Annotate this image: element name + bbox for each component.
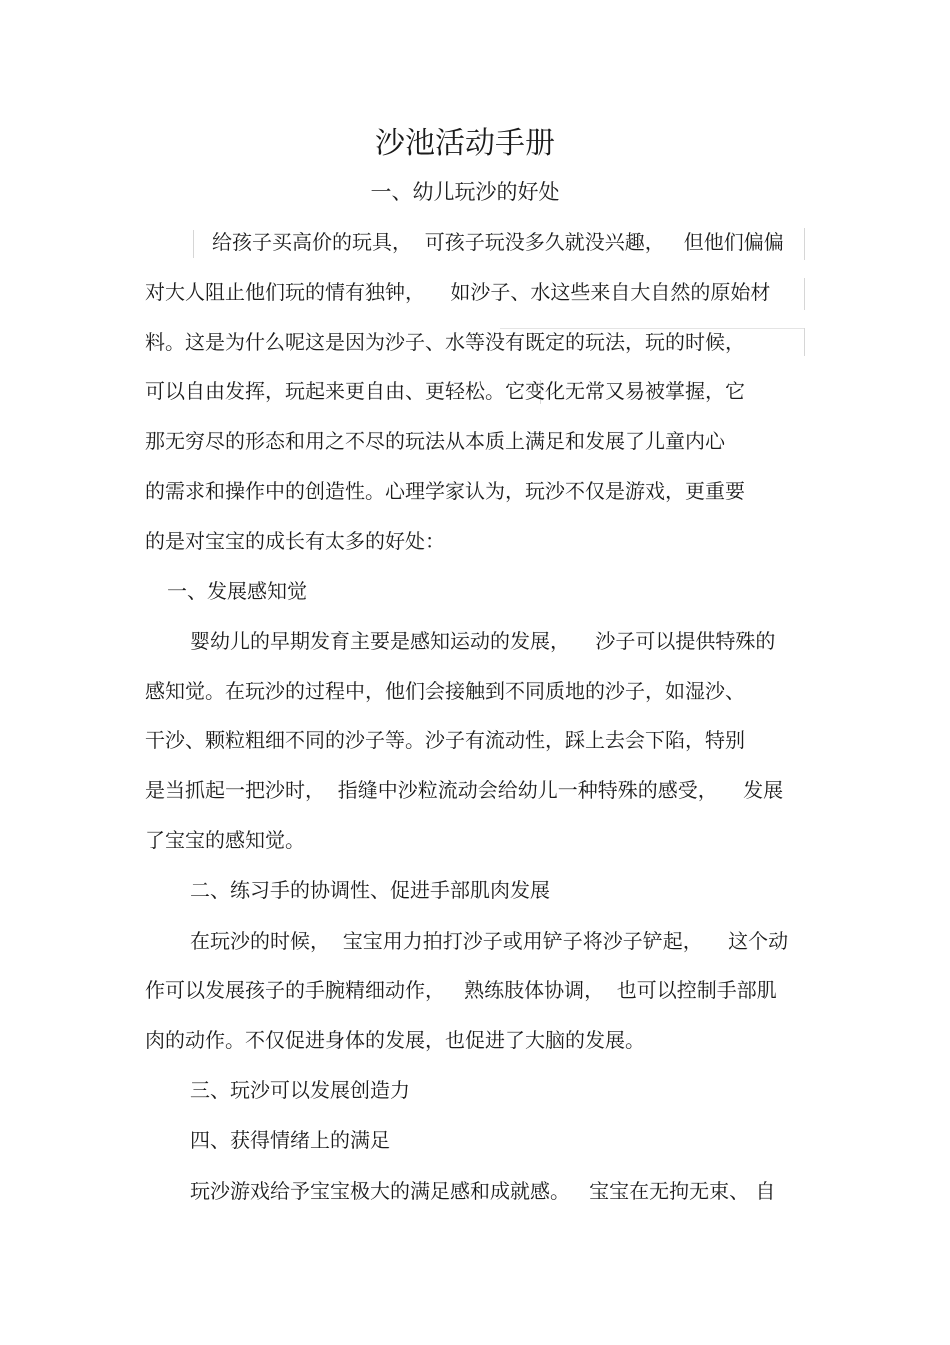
body-line: 干沙、颗粒粗细不同的沙子等。沙子有流动性，踩上去会下陷，特别: [145, 728, 745, 752]
body-line: 婴幼儿的早期发育主要是感知运动的发展， 沙子可以提供特殊的: [190, 629, 776, 653]
body-line: 在玩沙的时候， 宝宝用力拍打沙子或用铲子将沙子铲起， 这个动: [190, 929, 789, 953]
body-line: 玩沙游戏给予宝宝极大的满足感和成就感。 宝宝在无拘无束、 自: [190, 1179, 776, 1203]
frame-mark: [804, 328, 805, 356]
page-title: 沙池活动手册: [375, 126, 555, 161]
body-line: 肉的动作。不仅促进身体的发展，也促进了大脑的发展。: [145, 1028, 645, 1052]
subheading: 一、发展感知觉: [167, 579, 307, 603]
subheading: 二、练习手的协调性、促进手部肌肉发展: [190, 878, 550, 902]
body-line: 是当抓起一把沙时， 指缝中沙粒流动会给幼儿一种特殊的感受， 发展: [145, 778, 784, 802]
body-line: 的是对宝宝的成长有太多的好处：: [145, 529, 445, 553]
body-line: 可以自由发挥，玩起来更自由、更轻松。它变化无常又易被掌握，它: [145, 379, 745, 403]
body-line: 作可以发展孩子的手腕精细动作， 熟练肢体协调， 也可以控制手部肌: [145, 978, 777, 1002]
frame-mark: [804, 228, 805, 260]
body-line: 了宝宝的感知觉。: [145, 828, 305, 852]
subheading: 四、获得情绪上的满足: [190, 1128, 390, 1152]
body-line: 对大人阻止他们玩的情有独钟， 如沙子、水这些来自大自然的原始材: [145, 280, 771, 304]
frame-mark: [804, 278, 805, 310]
body-line: 料。这是为什么呢这是因为沙子、水等没有既定的玩法，玩的时候，: [145, 330, 745, 354]
subheading: 三、玩沙可以发展创造力: [190, 1078, 410, 1102]
body-line: 的需求和操作中的创造性。心理学家认为，玩沙不仅是游戏，更重要: [145, 479, 745, 503]
body-line: 给孩子买高价的玩具， 可孩子玩没多久就没兴趣， 但他们偏偏: [212, 230, 784, 254]
body-line: 那无穷尽的形态和用之不尽的玩法从本质上满足和发展了儿童内心: [145, 429, 725, 453]
section-heading: 一、幼儿玩沙的好处: [370, 180, 560, 204]
frame-mark: [193, 230, 194, 258]
body-line: 感知觉。在玩沙的过程中，他们会接触到不同质地的沙子，如湿沙、: [145, 679, 745, 703]
